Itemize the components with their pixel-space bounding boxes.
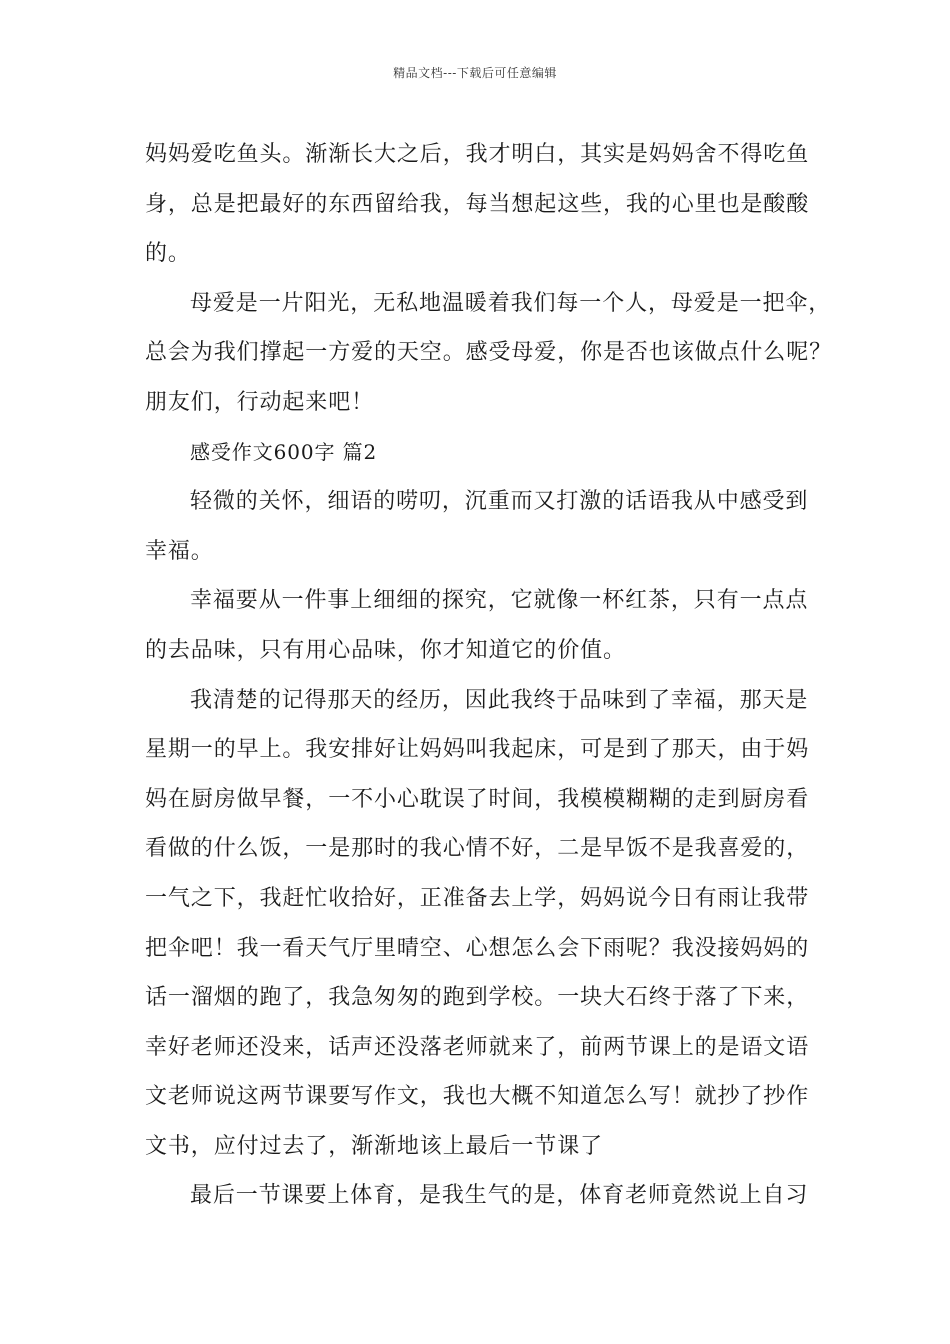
- text-line: 妈妈爱吃鱼头。渐渐长大之后，我才明白，其实是妈妈舍不得吃鱼: [145, 142, 810, 167]
- text-line: 文书，应付过去了，渐渐地该上最后一节课了: [145, 1133, 604, 1159]
- text-line: 最后一节课要上体育，是我生气的是，体育老师竟然说上自习: [190, 1183, 809, 1209]
- text-line: 幸福。: [145, 538, 214, 564]
- text-line: 总会为我们撑起一方爱的天空。感受母爱，你是否也该做点什么呢？: [145, 340, 833, 366]
- page-header: 精品文档---下载后可任意编辑: [393, 66, 557, 80]
- text-line: 身，总是把最好的东西留给我，每当想起这些，我的心里也是酸酸: [145, 191, 810, 217]
- text-line: 的去品味，只有用心品味，你才知道它的价值。: [145, 637, 626, 663]
- text-line: 母爱是一片阳光，无私地温暖着我们每一个人，母爱是一把伞，: [190, 290, 832, 316]
- document-body: [145, 130, 833, 1221]
- text-line: 话一溜烟的跑了，我急匆匆的跑到学校。一块大石终于落了下来，: [145, 985, 810, 1011]
- text-line: 轻微的关怀，细语的唠叨，沉重而又打激的话语我从中感受到: [190, 489, 809, 515]
- text-line: 看做的什么饭，一是那时的我心情不好，二是早饭不是我喜爱的，: [145, 836, 810, 862]
- text-line: 星期一的早上。我安排好让妈妈叫我起床，可是到了那天，由于妈: [145, 737, 810, 763]
- text-line: 我清楚的记得那天的经历，因此我终于品味到了幸福，那天是: [190, 687, 809, 713]
- section-heading: 感受作文600字 篇2: [190, 439, 378, 464]
- text-line: 的。: [145, 241, 191, 267]
- text-line: 文老师说这两节课要写作文，我也大概不知道怎么写！就抄了抄作: [145, 1084, 810, 1110]
- text-line: 幸好老师还没来，话声还没落老师就来了，前两节课上的是语文语: [145, 1034, 810, 1060]
- text-line: 朋友们，行动起来吧！: [145, 389, 375, 415]
- text-line: 妈在厨房做早餐，一不小心耽误了时间，我模模糊糊的走到厨房看: [145, 786, 810, 812]
- text-line: 把伞吧！我一看天气厅里晴空、心想怎么会下雨呢？我没接妈妈的: [145, 935, 810, 961]
- text-line: 一气之下，我赶忙收拾好，正准备去上学，妈妈说今日有雨让我带: [145, 885, 810, 911]
- text-line: 幸福要从一件事上细细的探究，它就像一杯红茶，只有一点点: [190, 588, 809, 614]
